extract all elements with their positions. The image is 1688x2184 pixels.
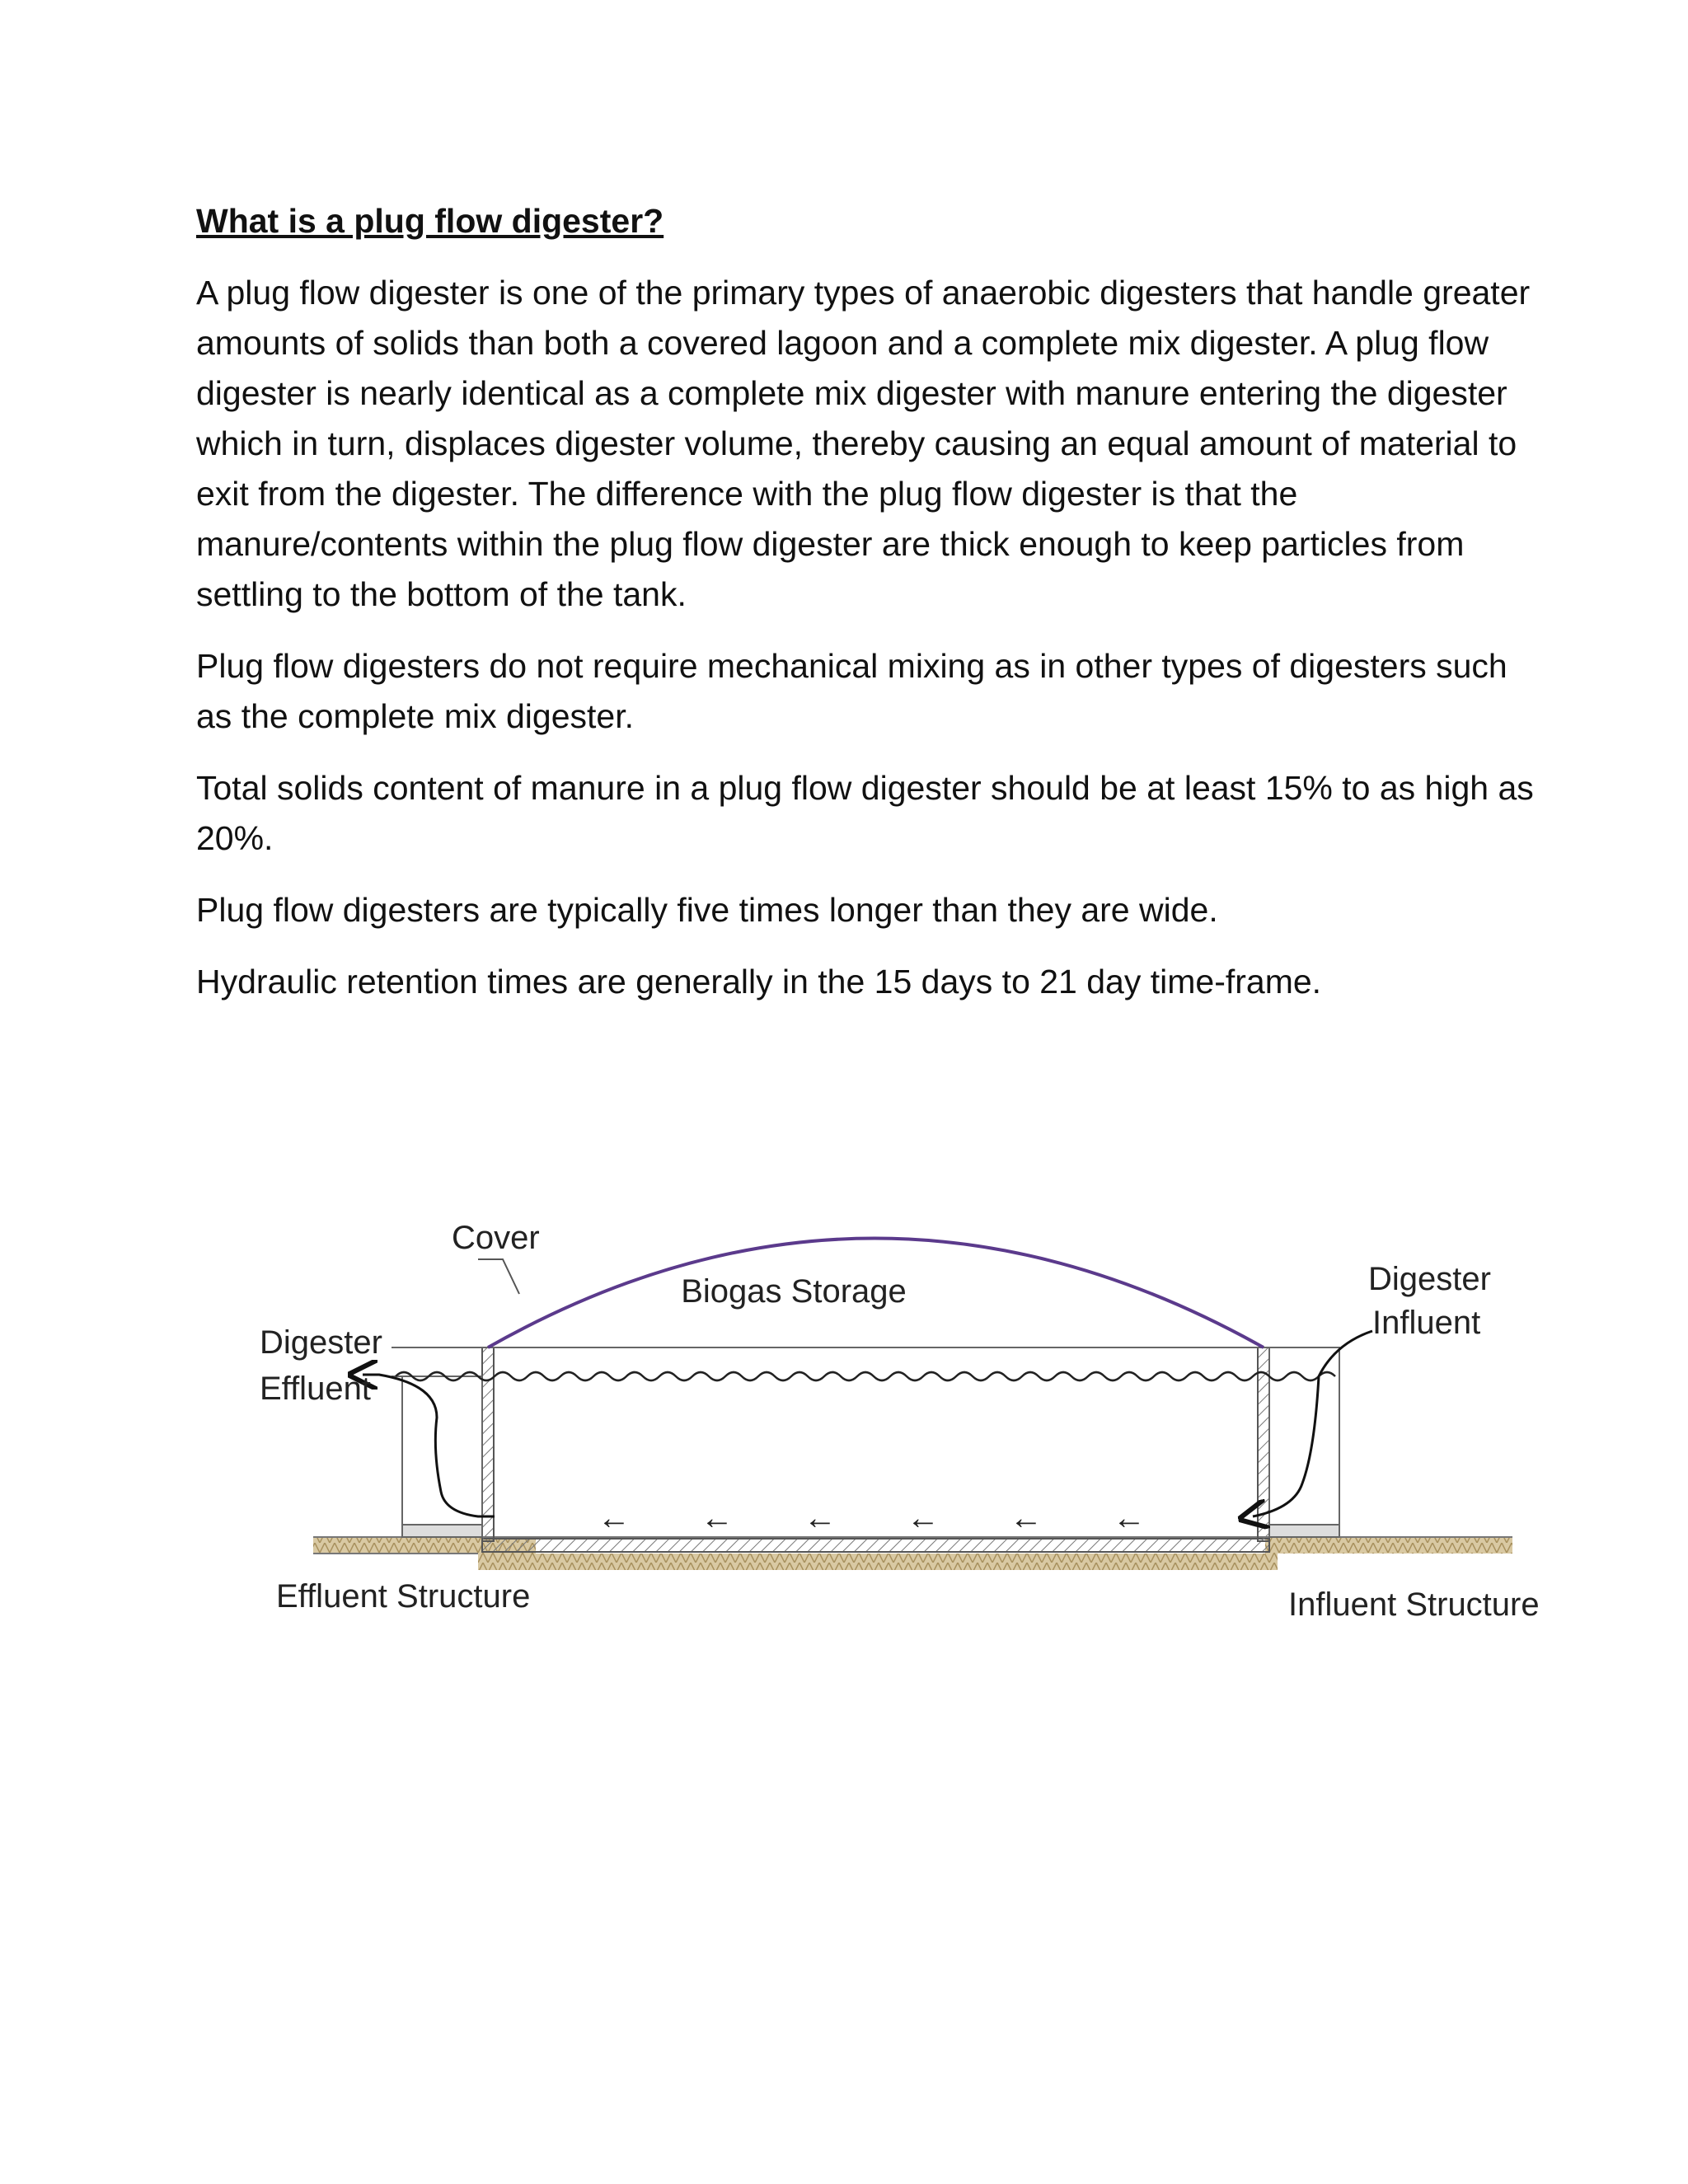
flow-arrow-4: ← — [907, 1500, 940, 1536]
page-title: What is a plug flow digester? — [196, 202, 664, 240]
effluent-flow-arrow — [363, 1375, 495, 1516]
digester-effluent-label-line2: Effluent — [260, 1371, 371, 1407]
paragraph-4: Plug flow digesters are typically five times longer than they are wide. — [196, 891, 1218, 929]
digester-influent-label-line1: Digester — [1368, 1261, 1491, 1297]
paragraph-2: Plug flow digesters do not require mechanical mixing as in other types of digesters such as the complete mix digester. — [196, 647, 1507, 735]
flow-arrow-6: ← — [1113, 1500, 1146, 1536]
flow-arrow-1: ← — [598, 1500, 631, 1536]
effluent-structure-label: Effluent Structure — [276, 1578, 531, 1615]
plug-flow-digester-diagram — [231, 1137, 1550, 1681]
influent-flow-arrow — [1253, 1331, 1372, 1516]
biogas-storage-label: Biogas Storage — [681, 1273, 907, 1310]
paragraph-3: Total solids content of manure in a plug flow digester should be at least 15% to as high as 20%. — [196, 769, 1534, 857]
ground-strip-right — [1265, 1537, 1512, 1554]
cover-label: Cover — [452, 1220, 540, 1256]
digester-influent-label-line2: Influent — [1372, 1305, 1481, 1341]
influent-structure-label: Influent Structure — [1288, 1586, 1540, 1623]
liquid-surface — [396, 1372, 1335, 1380]
ground-strip-bottom — [478, 1554, 1278, 1570]
tank-floor — [482, 1539, 1269, 1552]
tank-wall-left — [482, 1347, 494, 1541]
flow-arrow-3: ← — [804, 1500, 837, 1536]
flow-arrow-2: ← — [701, 1500, 734, 1536]
text-block — [196, 196, 1540, 1029]
digester-effluent-label-line1: Digester — [260, 1324, 382, 1361]
paragraph-5: Hydraulic retention times are generally in the 15 days to 21 day time-frame. — [196, 963, 1322, 1001]
effluent-structure — [402, 1376, 482, 1537]
flow-arrow-5: ← — [1010, 1500, 1043, 1536]
paragraph-1: A plug flow digester is one of the primary types of anaerobic digesters that handle greater amounts of solids than both a covered lagoon and a complete mix digester. A plug flow digester is nearly identical as a complete mix digester with manure entering the digester which in turn, displaces digester volume, thereby causing an equal amount of material to exit from the digester. The difference with the plug flow digester is that the manure/contents within the plug flow digester are thick enough to keep particles from settling to the bottom of the tank. — [196, 274, 1531, 613]
